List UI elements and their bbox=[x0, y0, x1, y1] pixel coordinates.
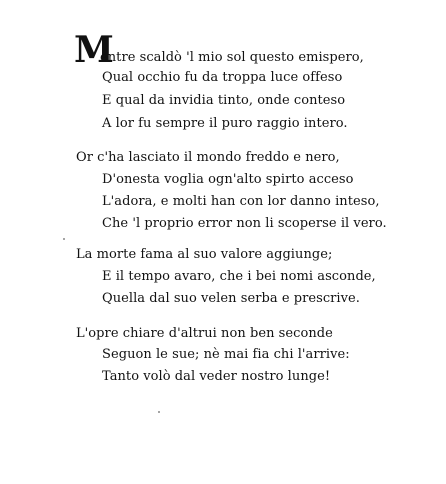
verse-line: La morte fama al suo valore aggiunge; bbox=[76, 247, 333, 262]
verse-line: entre scaldò 'l mio sol questo emispero, bbox=[100, 50, 364, 65]
verse-line: Tanto volò dal veder nostro lunge! bbox=[102, 369, 331, 384]
verse-line: A lor fu sempre il puro raggio intero. bbox=[102, 116, 348, 131]
verse-line: D'onesta voglia ogn'alto spirto acceso bbox=[102, 172, 354, 187]
verse-line: E il tempo avaro, che i bei nomi asconde, bbox=[102, 269, 376, 284]
verse-line: L'adora, e molti han con lor danno inteso, bbox=[102, 194, 380, 209]
paper-speck bbox=[63, 238, 65, 240]
drop-cap-initial: M bbox=[74, 29, 114, 71]
verse-line: Qual occhio fu da troppa luce offeso bbox=[102, 70, 343, 85]
verse-line: Quella dal suo velen serba e prescrive. bbox=[102, 291, 360, 306]
verse-line: E qual da invidia tinto, onde conteso bbox=[102, 93, 346, 108]
paper-speck bbox=[158, 411, 160, 413]
verse-line: L'opre chiare d'altrui non ben seconde bbox=[76, 326, 333, 341]
verse-line: Or c'ha lasciato il mondo freddo e nero, bbox=[76, 150, 340, 165]
verse-line: Che 'l proprio error non li scoperse il vero. bbox=[102, 216, 387, 231]
verse-line: Seguon le sue; nè mai fia chi l'arrive: bbox=[102, 347, 350, 362]
